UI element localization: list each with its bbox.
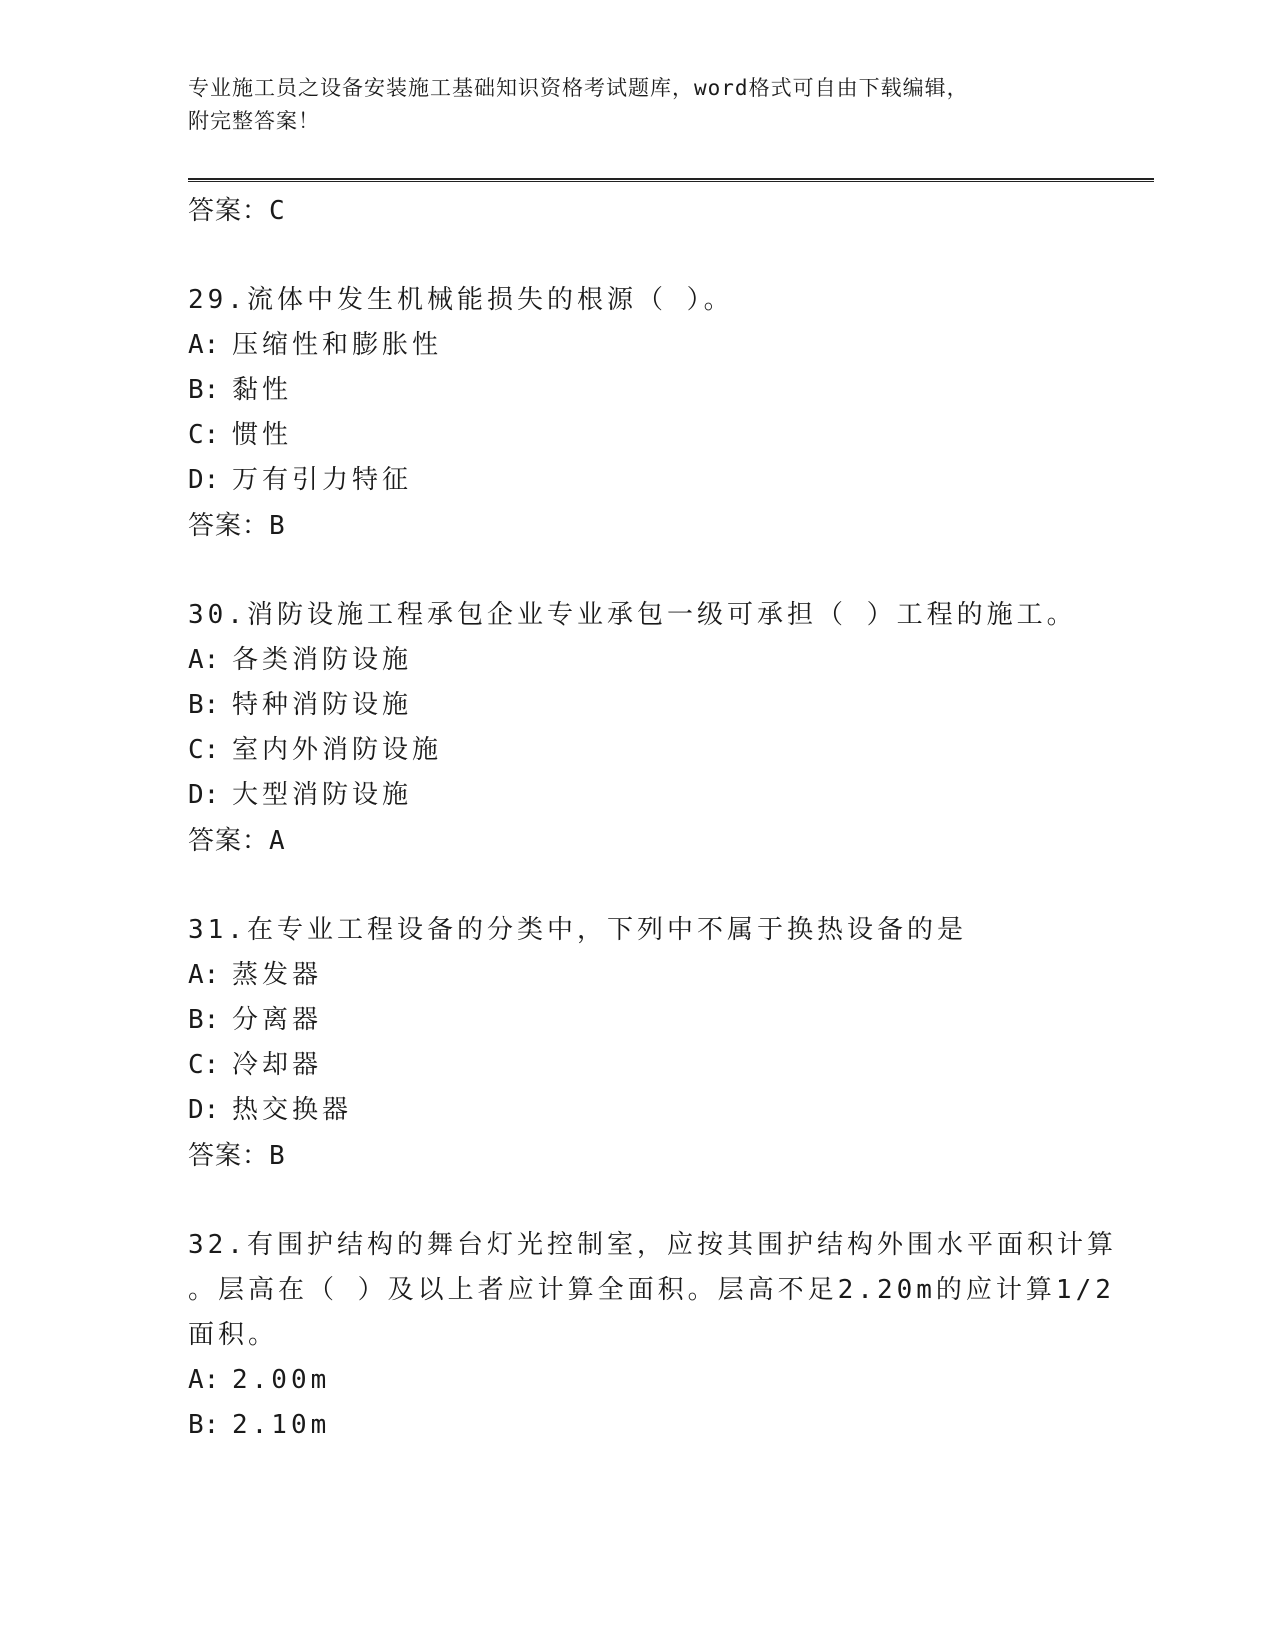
option-a (188, 323, 1148, 368)
option-text: 2.10m (232, 1410, 331, 1440)
answer-line: 答案：B (188, 511, 286, 541)
option-key: B: (188, 1005, 220, 1035)
option-text: 万有引力特征 (232, 465, 413, 495)
question-29 (188, 278, 1148, 549)
option-key: C: (188, 735, 220, 765)
option-text: 压缩性和膨胀性 (232, 330, 443, 360)
option-text: 惯性 (232, 420, 293, 450)
option-a (188, 1358, 1148, 1403)
option-text: 分离器 (232, 1005, 323, 1035)
option-key: A: (188, 1365, 220, 1395)
option-a (188, 638, 1148, 683)
answer-line: 答案：B (188, 1141, 286, 1171)
option-d (188, 458, 1148, 503)
question-30 (188, 593, 1148, 864)
option-b (188, 368, 1148, 413)
option-key: D: (188, 1095, 220, 1125)
option-d (188, 773, 1148, 818)
answer-line: 答案：C (188, 196, 286, 226)
document-header (188, 72, 1088, 138)
option-b (188, 683, 1148, 728)
option-c (188, 728, 1148, 773)
option-text: 特种消防设施 (232, 690, 413, 720)
answer-line: 答案：A (188, 826, 286, 856)
option-text: 大型消防设施 (232, 780, 413, 810)
question-text (188, 593, 1148, 638)
option-key: C: (188, 420, 220, 450)
question-text-line: 31.在专业工程设备的分类中，下列中不属于换热设备的是 (188, 915, 967, 945)
option-b (188, 998, 1148, 1043)
question-text-line: 29.流体中发生机械能损失的根源（ ）。 (188, 285, 734, 315)
header-divider (188, 178, 1154, 182)
option-key: D: (188, 780, 220, 810)
question-list (188, 188, 1148, 1448)
option-c (188, 413, 1148, 458)
question-text-line: 30.消防设施工程承包企业专业承包一级可承担（ ）工程的施工。 (188, 600, 1077, 630)
question-31 (188, 908, 1148, 1179)
option-key: C: (188, 1050, 220, 1080)
option-key: B: (188, 1410, 220, 1440)
option-key: A: (188, 960, 220, 990)
option-key: B: (188, 690, 220, 720)
option-b (188, 1403, 1148, 1448)
question-32 (188, 1223, 1148, 1448)
question-text (188, 908, 1148, 953)
question-text-line: 32.有围护结构的舞台灯光控制室，应按其围护结构外围水平面积计算 (188, 1230, 1117, 1260)
option-text: 黏性 (232, 375, 293, 405)
question-text-line: 面积。 (188, 1320, 279, 1350)
option-text: 冷却器 (232, 1050, 323, 1080)
option-d (188, 1088, 1148, 1133)
question-text (188, 278, 1148, 323)
option-text: 热交换器 (232, 1095, 353, 1125)
option-text: 室内外消防设施 (232, 735, 443, 765)
header-line-1: 专业施工员之设备安装施工基础知识资格考试题库，word格式可自由下载编辑， (188, 76, 969, 100)
option-c (188, 1043, 1148, 1088)
question-text-line: 。层高在（ ）及以上者应计算全面积。层高不足2.20m的应计算1/2 (188, 1275, 1115, 1305)
option-key: B: (188, 375, 220, 405)
option-text: 蒸发器 (232, 960, 323, 990)
option-text: 2.00m (232, 1365, 331, 1395)
option-text: 各类消防设施 (232, 645, 413, 675)
option-key: A: (188, 645, 220, 675)
option-key: D: (188, 465, 220, 495)
option-key: A: (188, 330, 220, 360)
option-a (188, 953, 1148, 998)
header-line-2: 附完整答案！ (188, 109, 320, 133)
question-text (188, 1223, 1148, 1358)
